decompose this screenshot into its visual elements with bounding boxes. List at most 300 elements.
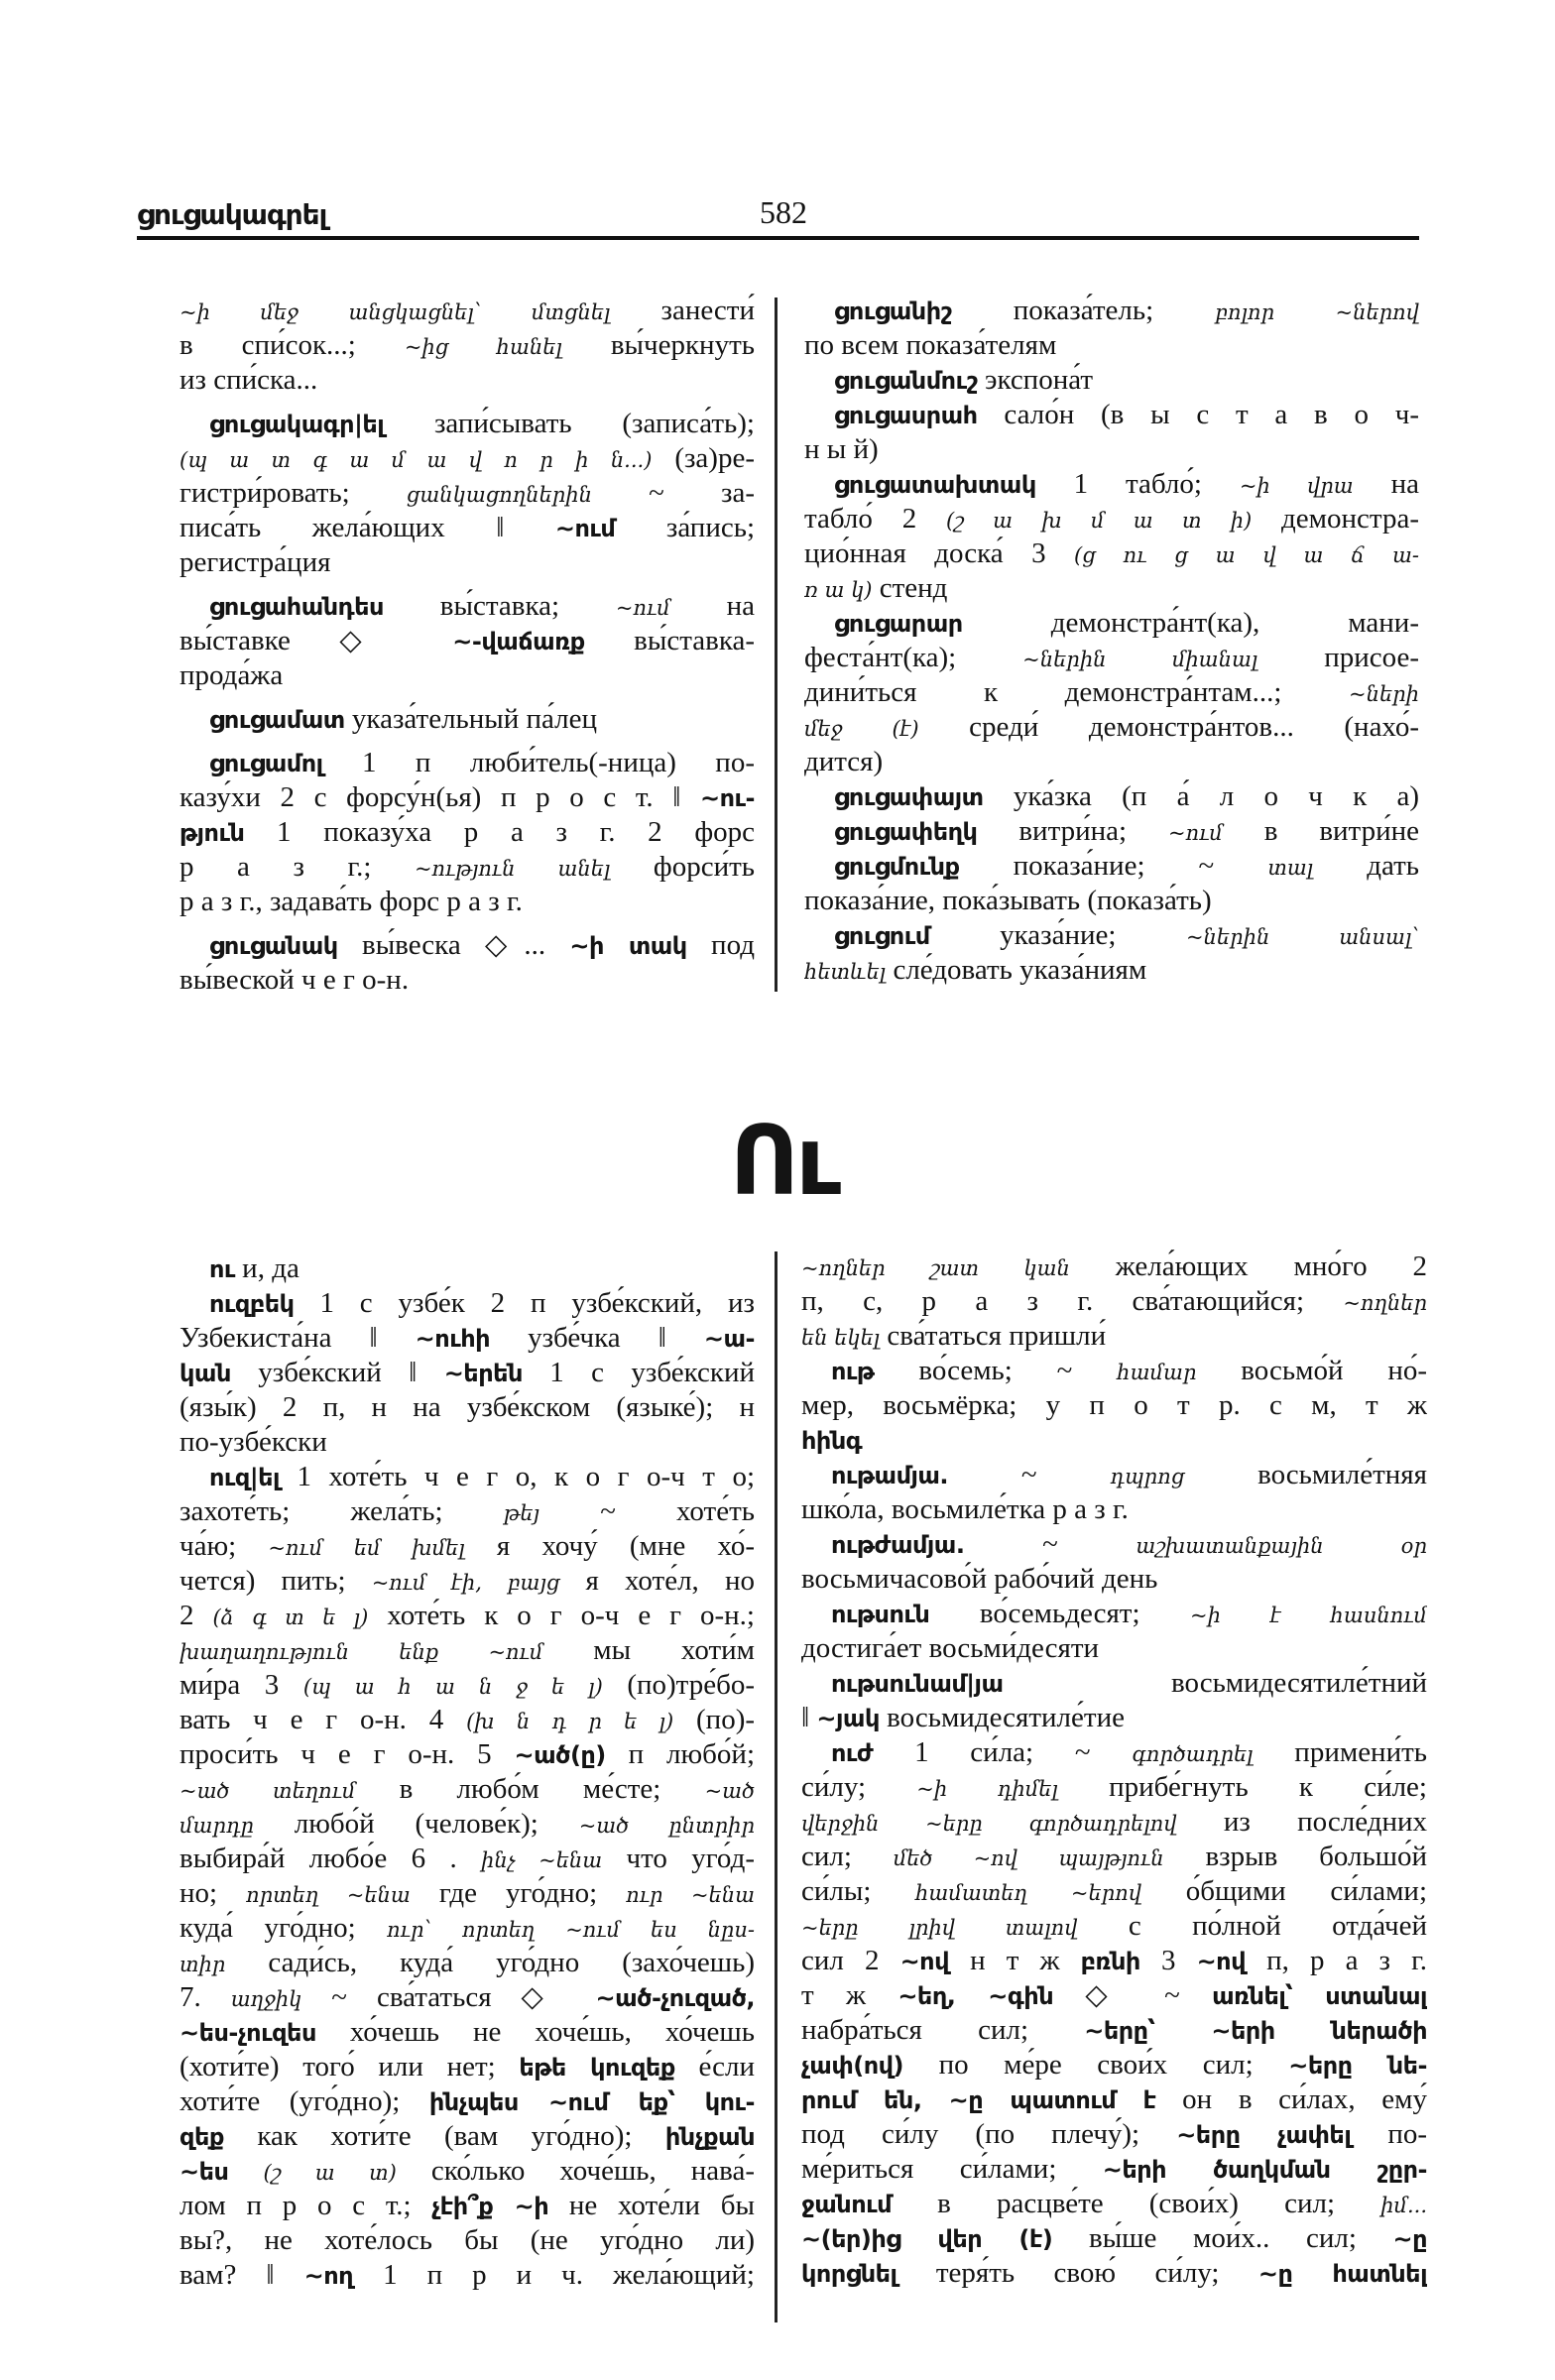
translation-text: 1 табло́; bbox=[1035, 468, 1240, 500]
text-line bbox=[179, 294, 755, 328]
translation-text: восьмо́й но́- bbox=[1196, 1355, 1427, 1386]
translation-text: писа́ть жела́ющих ‖ bbox=[179, 512, 555, 543]
text-line bbox=[179, 1564, 755, 1599]
translation-text: ско́лько хоче́шь, нава́- bbox=[396, 2155, 755, 2187]
headword: ցուցափեղկ bbox=[834, 818, 978, 846]
translation-text: показа́тель; bbox=[951, 295, 1216, 326]
headword: ցուցում bbox=[834, 922, 930, 950]
dictionary-entry-line bbox=[804, 814, 1419, 849]
translation-text: среди́ демонстра́нтов... (нахо́- bbox=[918, 711, 1419, 743]
translation-text: выбира́й любо́е 6 . bbox=[179, 1843, 482, 1874]
translation-text: сил; bbox=[801, 1841, 894, 1872]
text-line bbox=[801, 1423, 1427, 1458]
headword: ~երի ծաղկման շըր- bbox=[1102, 2156, 1427, 2184]
translation-text: по ме́ре свои́х сил; bbox=[903, 2049, 1289, 2081]
header-rule bbox=[137, 236, 1419, 240]
translation-text: по всем показа́телям bbox=[804, 329, 1057, 361]
headword: ցուցափայտ bbox=[834, 783, 984, 811]
text-line bbox=[801, 2187, 1427, 2221]
headword: ութսուն bbox=[831, 1601, 930, 1628]
text-line bbox=[179, 780, 755, 815]
armenian-example: գործադրել bbox=[1132, 1742, 1254, 1766]
translation-text: вы́веска ◇... bbox=[337, 929, 570, 961]
text-line bbox=[179, 1321, 755, 1356]
translation-text: ◇ ~ bbox=[1053, 1979, 1213, 2011]
text-line bbox=[179, 1390, 755, 1425]
text-line bbox=[179, 511, 755, 545]
translation-text: т ж bbox=[801, 1979, 898, 2011]
translation-text: н т ж bbox=[949, 1945, 1081, 1976]
armenian-example: խաղաղություն ենք ~ում bbox=[179, 1640, 543, 1664]
dictionary-entry-line bbox=[801, 1354, 1427, 1388]
translation-text: чется) пить; bbox=[179, 1565, 372, 1597]
text-line bbox=[179, 2258, 755, 2293]
armenian-example: ինչ ~ենա bbox=[481, 1848, 603, 1872]
translation-text: куда́ уго́дно; bbox=[179, 1912, 388, 1944]
translation-text: восьмиле́тняя bbox=[1184, 1459, 1427, 1490]
dictionary-entry-line bbox=[179, 702, 755, 737]
headword: ~ած(ը) bbox=[514, 1741, 606, 1769]
text-line bbox=[179, 1703, 755, 1737]
translation-text: казу́хи 2 с форсу́н(ья) п р о с т. ‖ bbox=[179, 781, 700, 813]
translation-text: занести́ bbox=[610, 295, 755, 326]
translation-text: экспона́т bbox=[977, 364, 1094, 396]
armenian-example: իմ... bbox=[1380, 2194, 1427, 2217]
text-line bbox=[179, 1633, 755, 1668]
translation-text: 3 bbox=[1139, 1945, 1197, 1976]
headword: հինգ bbox=[801, 1427, 863, 1455]
headword: ցուցակագր|ել bbox=[209, 411, 385, 438]
translation-text: вы́ставке ◇ bbox=[179, 625, 453, 656]
headword: եթե կուզեք bbox=[519, 2054, 675, 2082]
text-line bbox=[179, 1737, 755, 1772]
text-line bbox=[804, 571, 1419, 606]
translation-text: вать ч е г о-н. 4 bbox=[179, 1704, 467, 1735]
text-line bbox=[804, 432, 1419, 467]
armenian-example: ~ած bbox=[704, 1779, 755, 1803]
translation-text: сало́н (в ы с т а в о ч- bbox=[977, 399, 1419, 430]
translation-text: ~ за- bbox=[591, 477, 755, 509]
headword: ցուցանիշ bbox=[834, 298, 952, 325]
translation-text: си́лы; bbox=[801, 1875, 916, 1907]
armenian-example: (ձ գ տ ե լ) bbox=[212, 1606, 369, 1629]
text-line bbox=[801, 1388, 1427, 1423]
armenian-example: տիր bbox=[179, 1953, 226, 1976]
translation-text: Узбекиста́на ‖ bbox=[179, 1322, 416, 1354]
headword: ութամյա. bbox=[831, 1462, 949, 1489]
headword: ~ող bbox=[303, 2262, 354, 2290]
text-line bbox=[179, 1807, 755, 1842]
translation-text: что уго́д- bbox=[602, 1843, 755, 1874]
text-line bbox=[801, 1978, 1427, 2013]
translation-text: си́лу; bbox=[801, 1771, 917, 1803]
translation-text: сва́таться пришли́ bbox=[880, 1320, 1107, 1352]
column-bottom-right bbox=[801, 1250, 1427, 2291]
translation-text: вы?, не хоте́лось бы (не уго́дно ли) bbox=[179, 2224, 755, 2256]
text-line bbox=[179, 1668, 755, 1703]
translation-text: (за)ре- bbox=[652, 442, 755, 474]
armenian-example: ~ի դիմել bbox=[916, 1777, 1058, 1801]
headword: ցուցատախտակ bbox=[834, 471, 1036, 499]
text-line bbox=[179, 1911, 755, 1946]
dictionary-entry-line bbox=[804, 467, 1419, 502]
armenian-example: աղջիկ bbox=[230, 1987, 302, 2011]
text-line bbox=[801, 1701, 1427, 1735]
translation-text: демонстра́нт(ка), мани- bbox=[962, 607, 1419, 639]
dictionary-entry-line bbox=[179, 407, 755, 441]
translation-text: феста́нт(ка); bbox=[804, 642, 1023, 673]
text-line bbox=[179, 1980, 755, 2015]
text-line bbox=[179, 441, 755, 476]
translation-text bbox=[228, 2155, 263, 2187]
dictionary-entry-line bbox=[179, 1286, 755, 1321]
headword: ~ով bbox=[1196, 1948, 1247, 1975]
headword: չափ(ով) bbox=[801, 2052, 904, 2080]
armenian-example: թեյ bbox=[503, 1501, 540, 1525]
text-line bbox=[804, 328, 1419, 363]
translation-text: хоте́ть к о г о-ч е г о-н.; bbox=[368, 1600, 755, 1631]
translation-text: ~ сва́таться ◇ bbox=[301, 1981, 596, 2013]
text-line bbox=[179, 2015, 755, 2050]
translation-text: (по)тре́бо- bbox=[602, 1669, 755, 1701]
translation-text: в расцве́те (свои́х) сил; bbox=[892, 2188, 1381, 2219]
translation-text: достига́ет восьми́десяти bbox=[801, 1632, 1100, 1664]
translation-text: не хоте́ли бы bbox=[548, 2190, 755, 2221]
text-line bbox=[801, 1944, 1427, 1978]
headword: ~ը bbox=[1392, 2225, 1427, 2253]
headword: թյուն bbox=[179, 819, 245, 847]
translation-text: дится) bbox=[804, 746, 884, 777]
translation-text: (язы́к) 2 п, н на узбе́кском (языке́); н bbox=[179, 1391, 755, 1423]
armenian-example: ~ներին միանալ bbox=[1022, 648, 1258, 671]
translation-text: ука́зка (п а́ л о ч к а) bbox=[983, 780, 1419, 812]
headword: ցուցմունք bbox=[834, 853, 960, 881]
headword: ցուցանմուշ bbox=[834, 367, 978, 395]
headword: ~-վաճառք bbox=[452, 628, 585, 655]
armenian-example: (պ ա հ ա ն ջ ե լ) bbox=[302, 1675, 603, 1699]
text-line bbox=[179, 1425, 755, 1460]
text-line bbox=[179, 2050, 755, 2084]
headword: ուզբեկ bbox=[209, 1290, 295, 1318]
text-line bbox=[179, 363, 755, 398]
text-line bbox=[179, 815, 755, 850]
translation-text: восьмидесятиле́тний bbox=[1003, 1667, 1427, 1699]
translation-text: 1 п р и ч. жела́ющий; bbox=[353, 2259, 755, 2291]
translation-text: в любо́м ме́сте; bbox=[355, 1773, 705, 1805]
translation-text: лом п р о с т.; bbox=[179, 2190, 432, 2221]
translation-text: взрыв большо́й bbox=[1163, 1841, 1427, 1872]
text-line bbox=[179, 963, 755, 998]
text-line bbox=[801, 1909, 1427, 1944]
translation-text: п, с, р а з г. сва́тающийся; bbox=[801, 1285, 1344, 1317]
translation-text: но; bbox=[179, 1877, 247, 1909]
text-line bbox=[179, 1842, 755, 1876]
translation-text: с по́лной отда́чей bbox=[1077, 1910, 1427, 1942]
translation-text: прода́жа bbox=[179, 659, 284, 691]
headword: ~ած-չուզած, bbox=[595, 1984, 755, 2012]
translation-text: е́сли bbox=[674, 2051, 755, 2082]
translation-text: теря́ть свою́ си́лу; bbox=[897, 2257, 1258, 2289]
armenian-example: ~ողներ շատ կան bbox=[801, 1256, 1070, 1280]
text-line bbox=[804, 675, 1419, 710]
headword: ~յակ bbox=[816, 1705, 880, 1732]
armenian-example: ~ում bbox=[1167, 821, 1223, 845]
armenian-example: մեծ ~ով պայթյուն bbox=[893, 1846, 1164, 1870]
headword: ~ուհի bbox=[415, 1325, 491, 1353]
armenian-example: մեջ (է) bbox=[804, 717, 919, 741]
armenian-example: ցանկացողներին bbox=[406, 483, 592, 507]
headword: րում են, ~ը պատում է bbox=[801, 2086, 1156, 2114]
armenian-example: ~ից հանել bbox=[404, 335, 562, 359]
translation-text: вы́ставка- bbox=[584, 625, 755, 656]
armenian-example: ~ներին անսալ՝ bbox=[1185, 925, 1419, 949]
headword: կան bbox=[179, 1360, 231, 1387]
armenian-example: ~ի է հասնում bbox=[1190, 1604, 1427, 1627]
translation-text: ча́ю; bbox=[179, 1530, 269, 1562]
headword: ցուցասրահ bbox=[834, 402, 978, 429]
headword: ~երը նե- bbox=[1288, 2052, 1427, 2080]
translation-text: ме́риться си́лами; bbox=[801, 2153, 1103, 2185]
dictionary-entry-line bbox=[804, 294, 1419, 328]
armenian-example: բոլոր ~ներով bbox=[1215, 300, 1419, 324]
dictionary-entry-line bbox=[179, 1251, 755, 1286]
armenian-example: վերջին ~երը գործադրելով bbox=[801, 1812, 1177, 1836]
translation-text: р а з г.; bbox=[179, 851, 415, 883]
armenian-example: հետևել bbox=[804, 960, 887, 984]
text-line bbox=[801, 2082, 1427, 2117]
translation-text: он в си́лах, ему́ bbox=[1155, 2083, 1427, 2115]
translation-text: ми́ра 3 bbox=[179, 1669, 303, 1701]
text-line bbox=[179, 2154, 755, 2189]
headword: ջանում bbox=[801, 2191, 893, 2218]
text-line bbox=[801, 1770, 1427, 1805]
text-line bbox=[801, 1492, 1427, 1527]
headword: ցուցարար bbox=[834, 610, 963, 638]
translation-text: где уго́дно; bbox=[410, 1877, 627, 1909]
armenian-example: ռ ա կ) bbox=[804, 578, 873, 602]
translation-text: жела́ющих мно́го 2 bbox=[1069, 1250, 1427, 1282]
text-line bbox=[179, 1529, 755, 1564]
text-line bbox=[801, 1805, 1427, 1840]
translation-text: мы хоти́м bbox=[542, 1634, 755, 1666]
column-divider bbox=[775, 298, 778, 992]
text-line bbox=[801, 2221, 1427, 2256]
dictionary-entry-line bbox=[179, 928, 755, 963]
dictionary-entry-line bbox=[801, 1527, 1427, 1562]
translation-text: ~ хоте́ть bbox=[539, 1495, 755, 1527]
column-top-left bbox=[179, 294, 755, 998]
headword: ~երը չափել bbox=[1176, 2121, 1352, 2149]
translation-text: 7. bbox=[179, 1981, 231, 2013]
translation-text: как хоти́те (вам уго́дно); bbox=[223, 2120, 665, 2152]
translation-text: 1 хоте́ть ч е г о, к о г о-ч т о; bbox=[279, 1461, 755, 1492]
headword: ~երեն bbox=[443, 1360, 523, 1387]
translation-text: 1 п люби́тель(-ница) по- bbox=[322, 747, 755, 778]
headword: ~ա- bbox=[703, 1325, 755, 1353]
translation-text: цио́нная доска́ 3 bbox=[804, 537, 1075, 569]
translation-text: р а з г., задава́ть форс р а з г. bbox=[179, 886, 523, 917]
dictionary-entry-line bbox=[804, 779, 1419, 814]
translation-text: 2 bbox=[179, 1600, 213, 1631]
translation-text: хоти́те (уго́дно); bbox=[179, 2085, 429, 2117]
translation-text: о́бщими си́лами; bbox=[1141, 1875, 1427, 1907]
headword: բռնի bbox=[1080, 1948, 1140, 1975]
dictionary-entry-line bbox=[804, 849, 1419, 884]
translation-text: за́пись; bbox=[615, 512, 755, 543]
text-line bbox=[179, 1599, 755, 1633]
text-line bbox=[804, 884, 1419, 918]
translation-text: узбе́чка ‖ bbox=[490, 1322, 704, 1354]
armenian-example: (ց ու ց ա վ ա ճ ա- bbox=[1074, 543, 1419, 567]
dictionary-entry-line bbox=[804, 398, 1419, 432]
translation-text: (хоти́те) того́ или нет; bbox=[179, 2051, 520, 2082]
headword: ~(եր)ից վեր (է) bbox=[801, 2225, 1053, 2253]
text-line bbox=[801, 1319, 1427, 1354]
armenian-example: ~ում bbox=[615, 596, 670, 620]
headword: չէի՞ք ~ի bbox=[431, 2193, 549, 2220]
armenian-example: (խ ն դ ր ե լ) bbox=[466, 1710, 674, 1733]
translation-text: вы́веской ч е г о-н. bbox=[179, 964, 410, 996]
armenian-example: տալ bbox=[1267, 856, 1314, 880]
translation-text: демонстра- bbox=[1252, 503, 1419, 535]
translation-text: мер, восьмёрка; у п о т р. с м, т ж bbox=[801, 1389, 1427, 1421]
translation-text: регистра́ция bbox=[179, 546, 331, 578]
translation-text: указа́тельный па́лец bbox=[344, 703, 598, 735]
column-divider bbox=[775, 1251, 778, 2322]
translation-text: вы́ше мои́х.. сил; bbox=[1052, 2222, 1393, 2254]
text-line bbox=[179, 2084, 755, 2119]
translation-text: из спи́ска... bbox=[179, 364, 318, 396]
text-line bbox=[179, 328, 755, 363]
armenian-example: համար bbox=[1117, 1361, 1197, 1384]
text-line bbox=[801, 2048, 1427, 2082]
translation-text: сади́сь, куда́ уго́дно (захо́чешь) bbox=[225, 1947, 755, 1978]
translation-text: ~ bbox=[948, 1459, 1111, 1490]
text-line bbox=[801, 1562, 1427, 1597]
text-line bbox=[801, 1874, 1427, 1909]
translation-text: витри́на; bbox=[977, 815, 1168, 847]
translation-text: во́семь; ~ bbox=[874, 1355, 1118, 1386]
armenian-example: ~ում եմ խմել bbox=[268, 1536, 465, 1560]
column-bottom-left bbox=[179, 1251, 755, 2293]
text-line bbox=[179, 658, 755, 693]
armenian-example: աշխատանքային օր bbox=[1136, 1534, 1427, 1558]
dictionary-entry-line bbox=[801, 1597, 1427, 1631]
translation-text: захоте́ть; жела́ть; bbox=[179, 1495, 504, 1527]
text-line bbox=[804, 502, 1419, 536]
translation-text: под bbox=[686, 929, 755, 961]
translation-text: присое- bbox=[1257, 642, 1419, 673]
translation-text: (по)- bbox=[673, 1704, 755, 1735]
translation-text: на bbox=[1353, 468, 1419, 500]
translation-text: указа́ние; bbox=[929, 919, 1186, 951]
translation-text: показа́ние; ~ bbox=[959, 850, 1268, 882]
headword: ինչպես ~ում եք՝ կու- bbox=[428, 2088, 755, 2116]
translation-text: стенд bbox=[872, 572, 948, 604]
translation-text: во́семьдесят; bbox=[929, 1598, 1191, 1629]
translation-text: по- bbox=[1351, 2118, 1427, 2150]
translation-text: п, р а з г. bbox=[1246, 1945, 1427, 1976]
text-line bbox=[179, 2223, 755, 2258]
headword: ~ես-չուզես bbox=[179, 2019, 316, 2047]
text-line bbox=[179, 2119, 755, 2154]
dictionary-entry-line bbox=[801, 1735, 1427, 1770]
section-letter: Ու bbox=[729, 1106, 838, 1217]
text-line bbox=[179, 624, 755, 658]
translation-text: вы́ставка; bbox=[383, 590, 616, 622]
headword: ցուցանակ bbox=[209, 932, 338, 960]
text-line bbox=[179, 2189, 755, 2223]
dictionary-entry-line bbox=[801, 1458, 1427, 1492]
dictionary-entry-line bbox=[179, 589, 755, 624]
text-line bbox=[179, 850, 755, 885]
dictionary-entry-line bbox=[801, 1666, 1427, 1701]
armenian-example: ուր ~ենա bbox=[626, 1883, 755, 1907]
text-line bbox=[179, 1494, 755, 1529]
translation-text: 1 показу́ха р а з г. 2 форс bbox=[244, 816, 755, 848]
text-line bbox=[179, 1356, 755, 1390]
text-line bbox=[801, 1284, 1427, 1319]
text-line bbox=[804, 953, 1419, 988]
headword: ցուցամատ bbox=[209, 706, 345, 734]
translation-text: ‖ bbox=[801, 1702, 817, 1733]
headword: ~ու- bbox=[700, 784, 755, 812]
translation-text: набра́ться сил; bbox=[801, 2014, 1085, 2046]
translation-text: дать bbox=[1313, 850, 1419, 882]
translation-text: табло́ 2 bbox=[804, 503, 947, 535]
armenian-example: դպրոց bbox=[1110, 1465, 1185, 1488]
headword: ութսունամ|յա bbox=[831, 1670, 1004, 1698]
headword: ուզ|ել bbox=[209, 1464, 280, 1491]
headword: ~ես bbox=[179, 2158, 229, 2186]
translation-text: и, да bbox=[234, 1252, 299, 1284]
armenian-example: ~ների bbox=[1349, 682, 1419, 706]
translation-text: 1 с узбе́к 2 п узбе́кский, из bbox=[294, 1287, 755, 1319]
headword: ~երը՝ ~երի ներածի bbox=[1084, 2017, 1427, 2045]
column-top-right bbox=[804, 294, 1419, 988]
dictionary-entry-line bbox=[179, 1460, 755, 1494]
headword: ցուցահանդես bbox=[209, 593, 384, 621]
translation-text: из после́дних bbox=[1176, 1806, 1427, 1838]
translation-text: восьмидесятиле́тие bbox=[879, 1702, 1125, 1733]
armenian-example: ~ած ընտրիր bbox=[578, 1814, 755, 1838]
armenian-example: (շ ա խ մ ա տ ի) bbox=[946, 509, 1253, 533]
armenian-example: ~ած տեղում bbox=[179, 1779, 356, 1803]
text-line bbox=[801, 2256, 1427, 2291]
translation-text: хо́чешь не хоче́шь, хо́чешь bbox=[315, 2016, 755, 2048]
translation-text: в спи́сок...; bbox=[179, 329, 405, 361]
dictionary-entry-line bbox=[179, 746, 755, 780]
translation-text: н ы й) bbox=[804, 433, 879, 465]
headword: ~ը հատնել bbox=[1257, 2260, 1427, 2288]
headword: ~ում bbox=[554, 515, 616, 542]
headword: առնել՝ ստանալ bbox=[1212, 1982, 1427, 2010]
text-line bbox=[804, 536, 1419, 571]
headword: ութժամյա. bbox=[831, 1531, 965, 1559]
dictionary-entry-line bbox=[804, 918, 1419, 953]
translation-text: под си́лу (по плечу́); bbox=[801, 2118, 1177, 2150]
text-line bbox=[804, 710, 1419, 745]
text-line bbox=[804, 641, 1419, 675]
text-line bbox=[801, 2117, 1427, 2152]
armenian-example: ~երը լրիվ տալով bbox=[801, 1916, 1078, 1940]
headword: ցուցամոլ bbox=[209, 750, 323, 777]
translation-text: узбе́кский ‖ bbox=[230, 1357, 444, 1388]
translation-text: сил 2 bbox=[801, 1945, 900, 1976]
translation-text: дини́ться к демонстра́нтам...; bbox=[804, 676, 1349, 708]
translation-text: я хоте́л, но bbox=[559, 1565, 755, 1597]
translation-text: по-узбе́кски bbox=[179, 1426, 327, 1458]
